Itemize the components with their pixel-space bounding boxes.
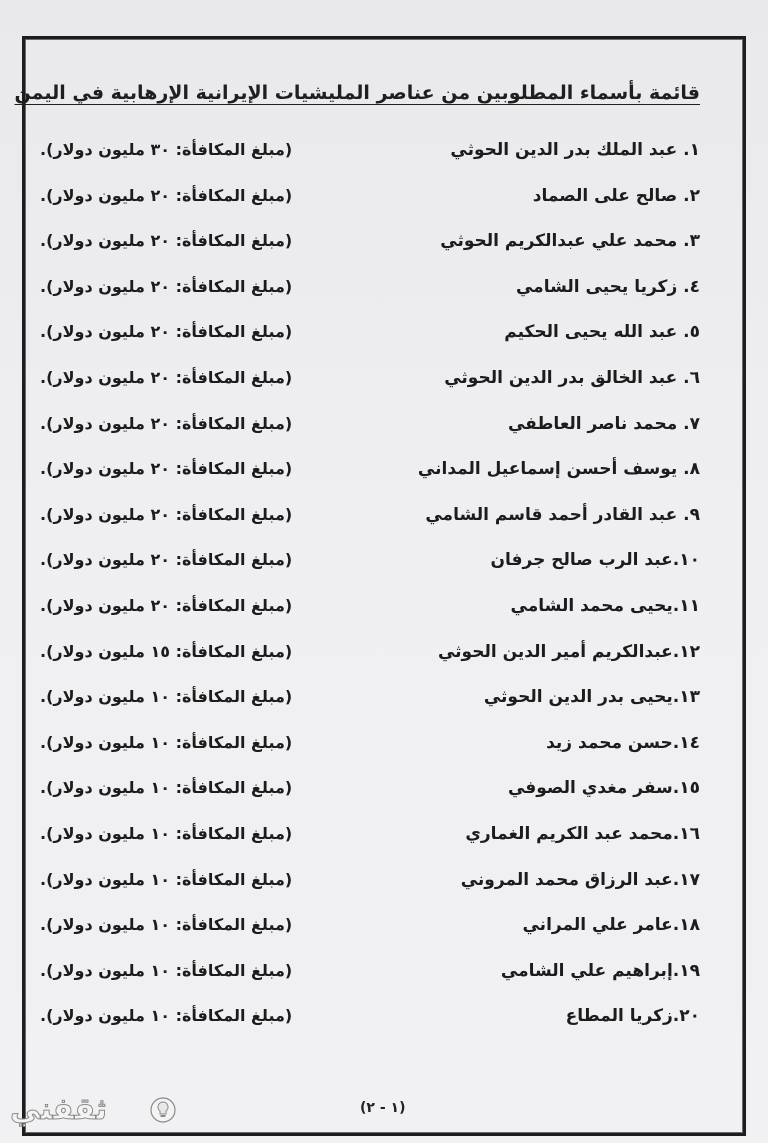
list-item	[0, 905, 768, 951]
list-item	[0, 860, 768, 906]
list-item	[0, 768, 768, 814]
reward-amount: (مبلغ المكافأة: ١٥ مليون دولار).	[40, 641, 293, 661]
list-item	[0, 130, 768, 176]
reward-amount: (مبلغ المكافأة: ٢٠ مليون دولار).	[40, 595, 293, 615]
wanted-person-name: ٣. محمد علي عبدالكريم الحوثي	[440, 231, 700, 252]
reward-amount: (مبلغ المكافأة: ١٠ مليون دولار).	[40, 915, 293, 935]
wanted-person-name: ٨. يوسف أحسن إسماعيل المداني	[417, 459, 700, 480]
list-item	[0, 996, 768, 1042]
list-item	[0, 951, 768, 997]
reward-amount: (مبلغ المكافأة: ٢٠ مليون دولار).	[40, 550, 293, 570]
wanted-person-name: ٧. محمد ناصر العاطفي	[507, 413, 700, 434]
reward-amount: (مبلغ المكافأة: ٢٠ مليون دولار).	[40, 276, 293, 296]
wanted-list	[0, 130, 768, 1042]
list-item	[0, 449, 768, 495]
list-item	[0, 176, 768, 222]
list-item	[0, 404, 768, 450]
list-item	[0, 312, 768, 358]
wanted-person-name: ٦. عبد الخالق بدر الدين الحوثي	[444, 367, 700, 388]
wanted-person-name: ١٩.إبراهيم علي الشامي	[500, 960, 700, 981]
wanted-person-name: ١٠.عبد الرب صالح جرفان	[490, 550, 700, 571]
reward-amount: (مبلغ المكافأة: ٣٠ مليون دولار).	[40, 140, 293, 159]
wanted-person-name: ٥. عبد الله يحيى الحكيم	[504, 322, 700, 343]
reward-amount: (مبلغ المكافأة: ١٠ مليون دولار).	[40, 778, 293, 798]
list-item	[0, 814, 768, 860]
list-item	[0, 632, 768, 678]
wanted-person-name: ٢٠.زكريا المطاع	[565, 1006, 700, 1027]
reward-amount: (مبلغ المكافأة: ١٠ مليون دولار).	[40, 732, 293, 752]
reward-amount: (مبلغ المكافأة: ١٠ مليون دولار).	[40, 869, 293, 889]
reward-amount: (مبلغ المكافأة: ١٠ مليون دولار).	[40, 1006, 293, 1026]
watermark-logo	[10, 1092, 180, 1136]
reward-amount: (مبلغ المكافأة: ٢٠ مليون دولار).	[40, 459, 293, 479]
list-item	[0, 723, 768, 769]
list-item	[0, 540, 768, 586]
list-item	[0, 267, 768, 313]
list-item	[0, 586, 768, 632]
wanted-person-name: ١٣.يحيى بدر الدين الحوثي	[483, 687, 700, 708]
list-item	[0, 358, 768, 404]
document-title: قائمة بأسماء المطلوبين من عناصر المليشيات الإيرانية الإرهابية في اليمن	[14, 82, 700, 104]
wanted-person-name: ١٧.عبد الرزاق محمد المروني	[460, 869, 700, 890]
wanted-person-name: ١٥.سفر مغدي الصوفي	[507, 778, 700, 799]
watermark-text: ثقفني	[10, 1092, 108, 1127]
reward-amount: (مبلغ المكافأة: ٢٠ مليون دولار).	[40, 413, 293, 433]
wanted-person-name: ١. عبد الملك بدر الدين الحوثي	[450, 140, 700, 160]
wanted-person-name: ١١.يحيى محمد الشامي	[510, 595, 700, 616]
list-item	[0, 677, 768, 723]
reward-amount: (مبلغ المكافأة: ٢٠ مليون دولار).	[40, 185, 293, 205]
reward-amount: (مبلغ المكافأة: ٢٠ مليون دولار).	[40, 504, 293, 524]
page-number: (١ - ٢)	[360, 1100, 406, 1116]
wanted-person-name: ٩. عبد القادر أحمد قاسم الشامي	[425, 504, 700, 525]
reward-amount: (مبلغ المكافأة: ١٠ مليون دولار).	[40, 823, 293, 843]
reward-amount: (مبلغ المكافأة: ١٠ مليون دولار).	[40, 960, 293, 980]
wanted-person-name: ١٨.عامر علي المراني	[522, 915, 700, 936]
wanted-person-name: ١٦.محمد عبد الكريم الغماري	[465, 823, 700, 844]
list-item	[0, 495, 768, 541]
list-item	[0, 221, 768, 267]
wanted-person-name: ٤. زكريا يحيى الشامي	[515, 276, 700, 297]
reward-amount: (مبلغ المكافأة: ٢٠ مليون دولار).	[40, 367, 293, 387]
wanted-person-name: ٢. صالح على الصماد	[532, 185, 700, 206]
wanted-person-name: ١٤.حسن محمد زيد	[546, 732, 700, 753]
wanted-person-name: ١٢.عبدالكريم أمير الدين الحوثي	[437, 641, 700, 662]
lightbulb-icon	[148, 1096, 178, 1126]
reward-amount: (مبلغ المكافأة: ٢٠ مليون دولار).	[40, 322, 293, 342]
reward-amount: (مبلغ المكافأة: ٢٠ مليون دولار).	[40, 231, 293, 251]
reward-amount: (مبلغ المكافأة: ١٠ مليون دولار).	[40, 687, 293, 707]
